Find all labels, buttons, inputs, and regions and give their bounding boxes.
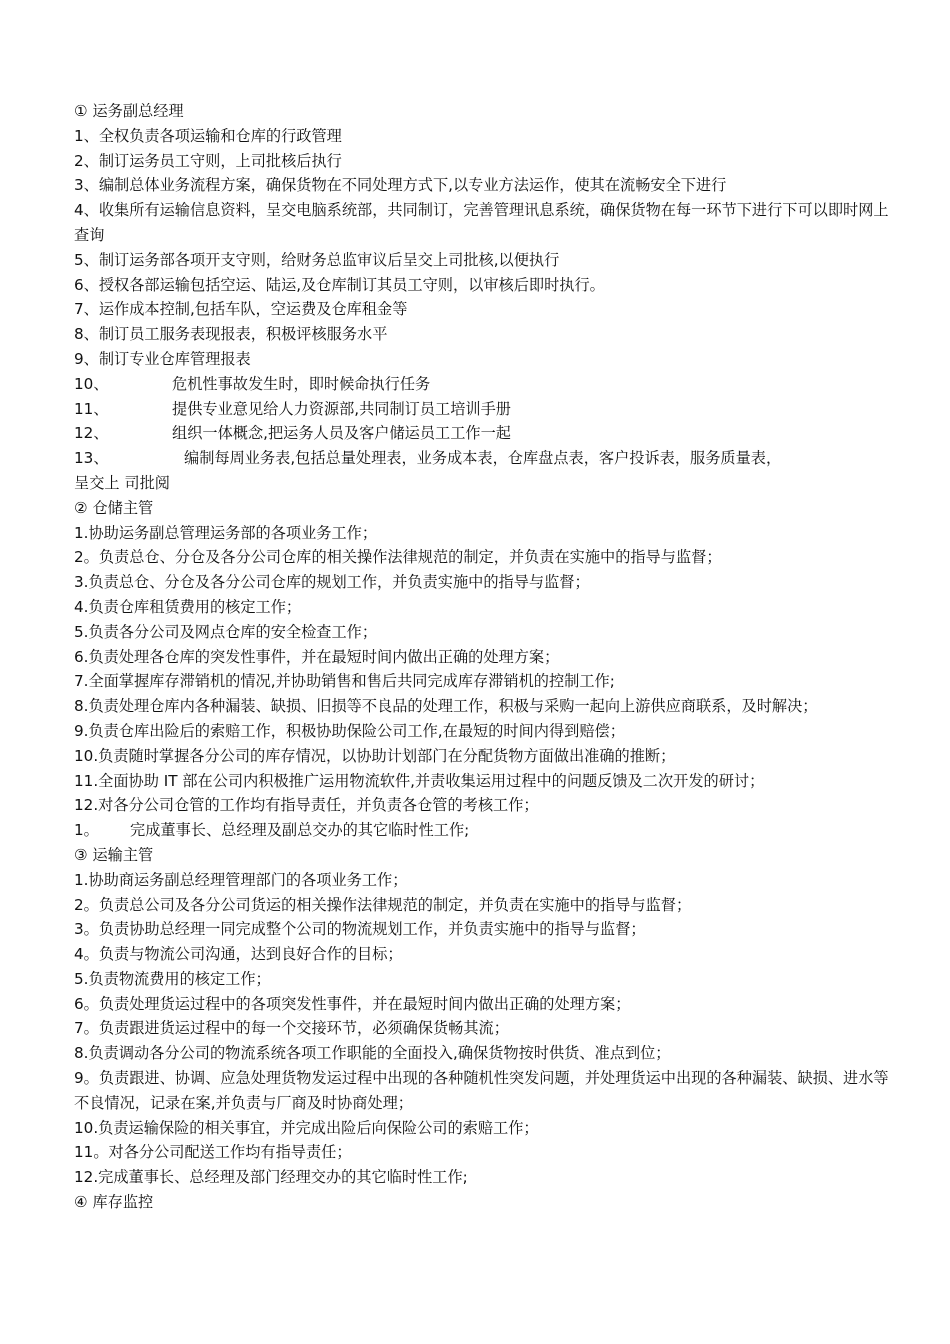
list-item: 6、授权各部运输包括空运、陆运,及仓库制订其员工守则，以审核后即时执行。 bbox=[74, 275, 605, 294]
item-number: 11、 bbox=[74, 399, 109, 418]
list-item: 11.全面协助 IT 部在公司内积极推广运用物流软件,并责收集运用过程中的问题反馈及二次开发的研讨； bbox=[74, 771, 765, 790]
section-heading: ① 运务副总经理 bbox=[74, 102, 184, 120]
list-item: 7、运作成本控制,包括车队，空运费及仓库租金等 bbox=[74, 300, 408, 319]
list-item: 10.负责运输保险的相关事宜，并完成出险后向保险公司的索赔工作； bbox=[74, 1118, 539, 1137]
list-item: 2。负责总仓、分仓及各分公司仓库的相关操作法律规范的制定，并负责在实施中的指导与监督； bbox=[74, 548, 722, 567]
list-item bbox=[74, 446, 896, 471]
list-item: 9、制订专业仓库管理报表 bbox=[74, 349, 251, 368]
list-item: 5、制订运务部各项开支守则，给财务总监审议后呈交上司批核,以便执行 bbox=[74, 250, 560, 269]
list-item: 10.负责随时掌握各分公司的库存情况，以协助计划部门在分配货物方面做出准确的推断； bbox=[74, 746, 676, 765]
list-item: 5.负责各分公司及网点仓库的安全检查工作； bbox=[74, 622, 378, 641]
item-number: 1。 bbox=[74, 821, 99, 840]
list-item: 3.负责总仓、分仓及各分公司仓库的规划工作，并负责实施中的指导与监督； bbox=[74, 573, 590, 592]
section-heading: ③ 运输主管 bbox=[74, 845, 154, 864]
item-text: 危机性事故发生时，即时候命执行任务 bbox=[172, 374, 431, 393]
item-text: 编制每周业务表,包括总量处理表，业务成本表，仓库盘点表，客户投诉表，服务质量表， bbox=[184, 449, 782, 468]
item-number: 12、 bbox=[74, 424, 109, 443]
item-text: 组织一体概念,把运务人员及客户储运员工工作一起 bbox=[172, 424, 511, 443]
section-heading: ④ 库存监控 bbox=[74, 1193, 154, 1212]
list-item: 12.完成董事长、总经理及部门经理交办的其它临时性工作; bbox=[74, 1168, 468, 1187]
list-item-continuation: 呈交上 司批阅 bbox=[74, 473, 170, 492]
list-item: 4.负责仓库租赁费用的核定工作； bbox=[74, 597, 302, 616]
list-item: 12.对各分公司仓管的工作均有指导责任，并负责各仓管的考核工作； bbox=[74, 796, 539, 815]
list-item: 3。负责协助总经理一同完成整个公司的物流规划工作，并负责实施中的指导与监督； bbox=[74, 920, 646, 939]
list-item: 8.负责处理仓库内各种漏装、缺损、旧损等不良品的处理工作，积极与采购一起向上游供应商联系，及时解决； bbox=[74, 697, 818, 716]
list-item: 8、制订员工服务表现报表，积极评核服务水平 bbox=[74, 325, 388, 344]
list-item bbox=[74, 421, 896, 446]
list-item: 4。负责与物流公司沟通，达到良好合作的目标； bbox=[74, 945, 403, 964]
list-item: 1、全权负责各项运输和仓库的行政管理 bbox=[74, 126, 342, 145]
list-item: 3、编制总体业务流程方案，确保货物在不同处理方式下,以专业方法运作，使其在流畅安全下进行 bbox=[74, 176, 727, 195]
list-item: 11。对各分公司配送工作均有指导责任； bbox=[74, 1143, 352, 1162]
list-item: 8.负责调动各分公司的物流系统各项工作职能的全面投入,确保货物按时供货、准点到位； bbox=[74, 1044, 671, 1063]
list-item: 1.协助商运务副总经理管理部门的各项业务工作； bbox=[74, 870, 408, 889]
list-item: 5.负责物流费用的核定工作； bbox=[74, 969, 271, 988]
list-item bbox=[74, 397, 896, 422]
item-number: 13、 bbox=[74, 449, 109, 468]
list-item: 4、收集所有运输信息资料，呈交电脑系统部，共同制订，完善管理讯息系统，确保货物在每一环节下进行下可以即时网上查询 bbox=[74, 201, 889, 244]
section-heading: ② 仓储主管 bbox=[74, 498, 154, 517]
list-item: 1.协助运务副总管理运务部的各项业务工作； bbox=[74, 523, 378, 542]
list-item: 6.负责处理各仓库的突发性事件，并在最短时间内做出正确的处理方案； bbox=[74, 647, 560, 666]
list-item: 2。负责总公司及各分公司货运的相关操作法律规范的制定，并负责在实施中的指导与监督； bbox=[74, 895, 692, 914]
list-item: 7。负责跟进货运过程中的每一个交接环节，必须确保货畅其流； bbox=[74, 1019, 509, 1038]
item-number: 10、 bbox=[74, 374, 109, 393]
list-item: 2、制订运务员工守则，上司批核后执行 bbox=[74, 151, 342, 170]
list-item bbox=[74, 818, 896, 843]
list-item: 7.全面掌握库存滞销机的情况,并协助销售和售后共同完成库存滞销机的控制工作; bbox=[74, 672, 615, 691]
document-body bbox=[74, 99, 896, 1215]
list-item: 6。负责处理货运过程中的各项突发性事件，并在最短时间内做出正确的处理方案； bbox=[74, 994, 631, 1013]
list-item bbox=[74, 372, 896, 397]
list-item: 9.负责仓库出险后的索赔工作，积极协助保险公司工作,在最短的时间内得到赔偿； bbox=[74, 721, 625, 740]
list-item: 9。负责跟进、协调、应急处理货物发运过程中出现的各种随机性突发问题，并处理货运中出现的各种漏装、缺损、进水等不良情况，记录在案,并负责与厂商及时协商处理； bbox=[74, 1069, 889, 1112]
item-text: 完成董事长、总经理及副总交办的其它临时性工作; bbox=[130, 821, 470, 840]
item-text: 提供专业意见给人力资源部,共同制订员工培训手册 bbox=[172, 399, 511, 418]
